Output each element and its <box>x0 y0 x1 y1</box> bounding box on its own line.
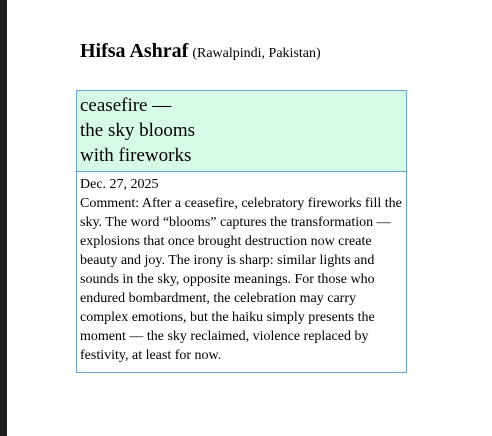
entry-comment: Comment: After a ceasefire, celebratory fireworks fill the sky. The word “blooms” captures the transformation — explosions that once brought destruction now create beauty and joy. The irony is sharp: similar lights and sounds in the sky, opposite meanings. For those who endured bombardment, the celebration may carry complex emotions, but the haiku simply presents the moment — the sky reclaimed, violence replaced by festivity, at least for now. <box>80 196 402 363</box>
window-edge-bar <box>0 0 7 436</box>
author-location: (Rawalpindi, Pakistan) <box>192 46 321 61</box>
entry-date: Dec. 27, 2025 <box>80 177 159 192</box>
haiku-card <box>76 90 407 373</box>
author-name: Hifsa Ashraf <box>80 40 189 62</box>
haiku-commentary <box>77 172 406 372</box>
haiku-text <box>77 91 406 172</box>
poem-header <box>80 40 321 63</box>
haiku-line-1: ceasefire — <box>80 95 172 116</box>
haiku-line-2: the sky blooms <box>80 120 196 141</box>
haiku-line-3: with fireworks <box>80 145 192 166</box>
